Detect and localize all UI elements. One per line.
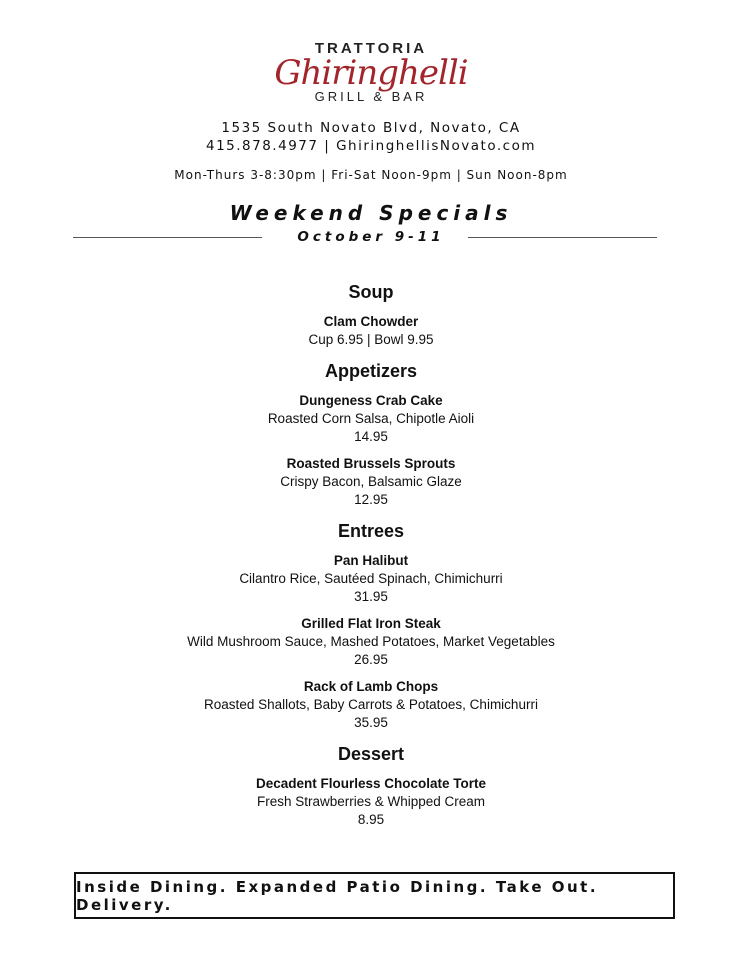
section-title: Entrees bbox=[337, 521, 405, 541]
item-price: 35.95 bbox=[354, 715, 388, 730]
menu-item bbox=[0, 392, 742, 446]
item-description: Roasted Corn Salsa, Chipotle Aioli bbox=[267, 411, 475, 426]
phone-website: 415.878.4977 | GhiringhellisNovato.com bbox=[205, 138, 536, 154]
item-price: Cup 6.95 | Bowl 9.95 bbox=[308, 332, 434, 347]
menu-item bbox=[0, 775, 742, 829]
item-name: Decadent Flourless Chocolate Torte bbox=[255, 776, 487, 791]
menu-section bbox=[0, 741, 742, 829]
item-price: 31.95 bbox=[354, 589, 388, 604]
section-title: Soup bbox=[348, 282, 394, 302]
item-description: Wild Mushroom Sauce, Mashed Potatoes, Market Vegetables bbox=[187, 634, 555, 649]
logo-top-text: TRATTORIA bbox=[314, 40, 428, 57]
item-name: Pan Halibut bbox=[333, 553, 409, 568]
item-name: Dungeness Crab Cake bbox=[299, 393, 443, 408]
menu-section bbox=[0, 358, 742, 509]
item-name: Grilled Flat Iron Steak bbox=[301, 616, 441, 631]
section-title: Dessert bbox=[337, 744, 405, 764]
services-text: Inside Dining. Expanded Patio Dining. Take Out. Delivery. bbox=[76, 877, 599, 914]
item-name: Roasted Brussels Sprouts bbox=[286, 456, 456, 471]
menu-section bbox=[0, 518, 742, 732]
item-price: 8.95 bbox=[357, 812, 385, 827]
item-description: Cilantro Rice, Sautéed Spinach, Chimichurri bbox=[239, 571, 503, 586]
item-price: 14.95 bbox=[354, 429, 388, 444]
logo-script-text: Ghiringhelli bbox=[274, 53, 468, 93]
menu-item bbox=[0, 313, 742, 349]
item-name: Rack of Lamb Chops bbox=[303, 679, 439, 694]
item-price: 26.95 bbox=[354, 652, 388, 667]
item-description: Crispy Bacon, Balsamic Glaze bbox=[280, 474, 462, 489]
business-hours: Mon-Thurs 3-8:30pm | Fri-Sat Noon-9pm | Sun Noon-8pm bbox=[174, 168, 568, 182]
specials-dates: October 9-11 bbox=[297, 229, 445, 245]
logo-bottom-text: GRILL & BAR bbox=[314, 89, 428, 104]
specials-title: Weekend Specials bbox=[229, 201, 513, 225]
address: 1535 South Novato Blvd, Novato, CA bbox=[221, 120, 521, 136]
item-description: Roasted Shallots, Baby Carrots & Potatoes, Chimichurri bbox=[204, 697, 538, 712]
item-description: Fresh Strawberries & Whipped Cream bbox=[256, 794, 486, 809]
menu-item bbox=[0, 615, 742, 669]
item-price: 12.95 bbox=[354, 492, 388, 507]
menu-item bbox=[0, 552, 742, 606]
menu-item bbox=[0, 678, 742, 732]
menu-section bbox=[0, 279, 742, 349]
restaurant-logo bbox=[0, 40, 742, 104]
services-banner bbox=[74, 872, 675, 919]
menu-list bbox=[0, 279, 742, 838]
item-name: Clam Chowder bbox=[323, 314, 419, 329]
section-title: Appetizers bbox=[324, 361, 418, 381]
menu-item bbox=[0, 455, 742, 509]
